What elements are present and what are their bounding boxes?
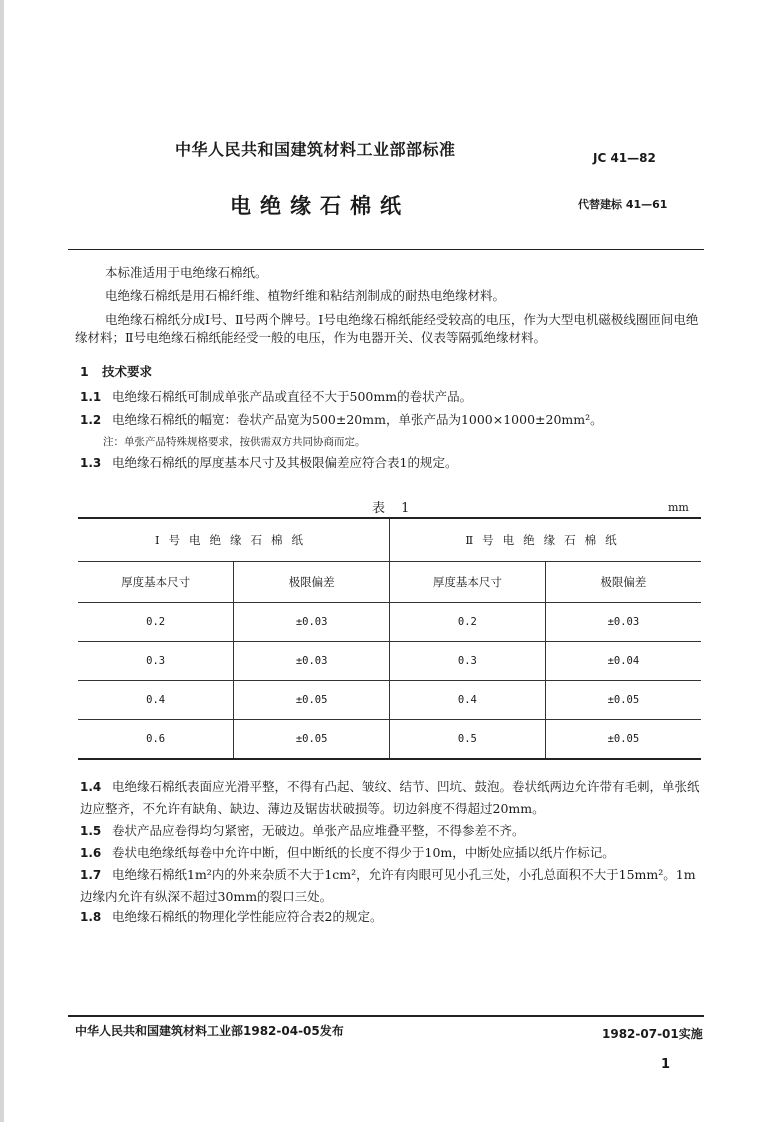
- clause-number: 1.4: [80, 780, 102, 794]
- col-deviation-2: 极限偏差: [545, 562, 701, 603]
- clause-number: 1.8: [80, 910, 102, 924]
- clause-text: 电绝缘石棉纸的幅宽：卷状产品宽为500±20mm，单张产品为1000×1000±20mm²。: [112, 412, 603, 427]
- intro-paragraph-1: 本标准适用于电绝缘石棉纸。: [105, 265, 268, 280]
- thickness-2: 0.3: [390, 642, 546, 681]
- clause-number: 1.5: [80, 824, 102, 838]
- deviation-1: ±0.03: [234, 642, 390, 681]
- thickness-2: 0.5: [390, 720, 546, 760]
- col-deviation-1: 极限偏差: [234, 562, 390, 603]
- table-caption: 表 1: [372, 501, 416, 516]
- thickness-1: 0.6: [78, 720, 234, 760]
- clause-1-1: [80, 386, 705, 408]
- effective-date: 1982-07-01实施: [602, 1027, 703, 1041]
- header-rule: [68, 249, 704, 250]
- deviation-2: ±0.05: [545, 720, 701, 760]
- table-row: [78, 642, 701, 681]
- table-unit: mm: [668, 501, 689, 514]
- clause-text: 卷状产品应卷得均匀紧密，无破边。单张产品应堆叠平整，不得参差不齐。: [112, 823, 525, 838]
- section-title: 技术要求: [102, 364, 153, 379]
- clause-1-8: [80, 906, 705, 928]
- deviation-1: ±0.03: [234, 603, 390, 642]
- deviation-2: ±0.05: [545, 681, 701, 720]
- thickness-2: 0.4: [390, 681, 546, 720]
- clause-1-2: [80, 409, 705, 431]
- clause-1-6: [80, 842, 705, 864]
- replaces-standard: 代替建标 41—61: [578, 198, 668, 211]
- issue-statement: 中华人民共和国建筑材料工业部1982-04-05发布: [75, 1024, 344, 1038]
- deviation-1: ±0.05: [234, 681, 390, 720]
- clause-number: 1.7: [80, 868, 102, 882]
- clause-text: 卷状电绝缘纸每卷中允许中断，但中断纸的长度不得少于10m，中断处应插以纸片作标记。: [112, 845, 615, 860]
- clause-text: 电绝缘石棉纸表面应光滑平整，不得有凸起、皱纹、结节、凹坑、鼓泡。卷状纸两边允许带有毛刺，单张纸边应整齐，不允许有缺角、缺边、薄边及锯齿状破损等。切边斜度不得超过20mm。: [80, 779, 700, 816]
- footer-rule: [68, 1015, 704, 1017]
- clause-number: 1.6: [80, 846, 102, 860]
- group-header-type-1: Ⅰ号电绝缘石棉纸: [78, 518, 390, 562]
- group-header-type-2: Ⅱ号电绝缘石棉纸: [390, 518, 702, 562]
- thickness-table: [78, 517, 701, 760]
- col-thickness-1: 厚度基本尺寸: [78, 562, 234, 603]
- clause-number: 1.2: [80, 413, 102, 427]
- table-group-header: [78, 518, 701, 562]
- clause-text: 电绝缘石棉纸可制成单张产品或直径不大于500mm的卷状产品。: [112, 389, 473, 404]
- scan-edge: [0, 0, 4, 1122]
- clause-number: 1.3: [80, 456, 102, 470]
- clause-1-5: [80, 820, 705, 842]
- clause-1-3: [80, 452, 705, 474]
- issuing-organization: 中华人民共和国建筑材料工业部部标准: [175, 140, 456, 159]
- table-row: [78, 681, 701, 720]
- section-number: 1: [80, 364, 89, 379]
- table-column-header: [78, 562, 701, 603]
- clause-text: 电绝缘石棉纸1m²内的外来杂质不大于1cm²，允许有肉眼可见小孔三处，小孔总面积不大于15mm²。1m边缘内允许有纵深不超过30mm的裂口三处。: [80, 867, 696, 904]
- table-row: [78, 720, 701, 760]
- deviation-1: ±0.05: [234, 720, 390, 760]
- clause-text: 电绝缘石棉纸的厚度基本尺寸及其极限偏差应符合表1的规定。: [112, 455, 458, 470]
- deviation-2: ±0.04: [545, 642, 701, 681]
- page-number: 1: [661, 1057, 671, 1072]
- section-heading: [80, 362, 152, 380]
- deviation-2: ±0.03: [545, 603, 701, 642]
- clause-number: 1.1: [80, 390, 102, 404]
- note: 注：单张产品特殊规格要求，按供需双方共同协商而定。: [103, 436, 366, 448]
- thickness-1: 0.3: [78, 642, 234, 681]
- document-title: 电绝缘石棉纸: [230, 194, 410, 218]
- thickness-1: 0.4: [78, 681, 234, 720]
- table-row: [78, 603, 701, 642]
- standard-code: JC 41—82: [593, 151, 656, 165]
- clause-1-4: [80, 776, 705, 819]
- intro-paragraph-2: 电绝缘石棉纸是用石棉纤维、植物纤维和粘结剂制成的耐热电绝缘材料。: [105, 288, 506, 303]
- clause-text: 电绝缘石棉纸的物理化学性能应符合表2的规定。: [112, 909, 383, 924]
- thickness-2: 0.2: [390, 603, 546, 642]
- intro-paragraph-3: 电绝缘石棉纸分成Ⅰ号、Ⅱ号两个牌号。Ⅰ号电绝缘石棉纸能经受较高的电压，作为大型电机磁极线圈匝间电绝缘材料；Ⅱ号电绝缘石棉纸能经受一般的电压，作为电器开关、仪表等隔弧绝缘材料。: [75, 312, 699, 345]
- clause-1-7: [80, 864, 705, 907]
- col-thickness-2: 厚度基本尺寸: [390, 562, 546, 603]
- thickness-1: 0.2: [78, 603, 234, 642]
